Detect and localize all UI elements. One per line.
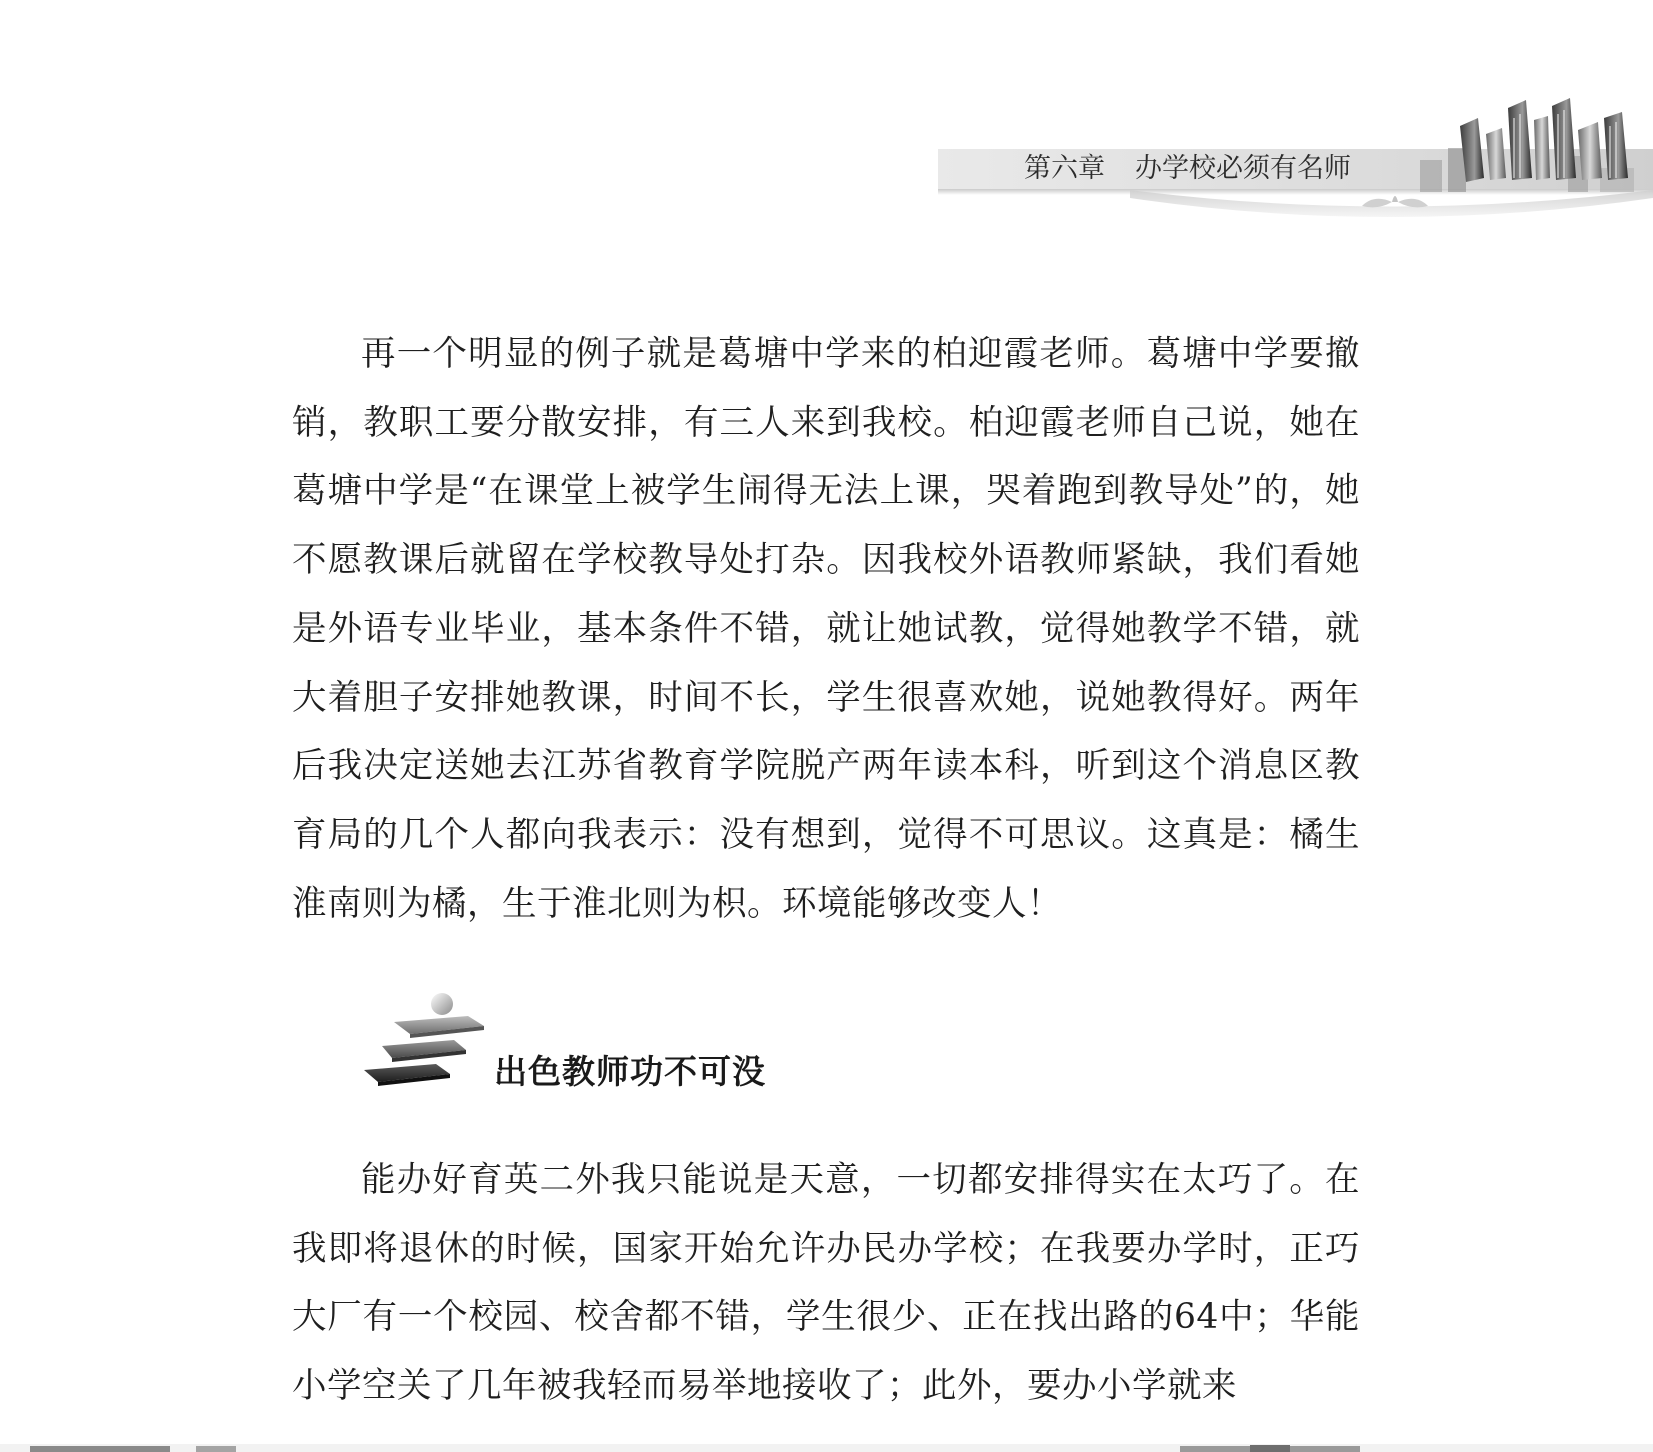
paragraph-1-text: 再一个明显的例子就是葛塘中学来的柏迎霞老师。葛塘中学要撤销，教职工要分散安排，有三人来到我校。柏迎霞老师自己说，她在葛塘中学是“在课堂上被学生闹得无法上课，哭着跑到教导处”的，她不愿教课后就留在学校教导处打杂。因我校外语教师紧缺，我们看她是外语专业毕业，基本条件不错，就让她试教，觉得她教学不错，就大着胆子安排她教课，时间不长，学生很喜欢她，说她教得好。两年后我决定送她去江苏省教育学院脱产两年读本科，听到这个消息区教育局的几个人都向我表示：没有想到，觉得不可思议。这真是：橘生淮南则为橘，生于淮北则为枳。环境能够改变人！ bbox=[292, 334, 1360, 924]
city-skyline-icon bbox=[1130, 98, 1653, 236]
section-title: 出色教师功不可没 bbox=[494, 1052, 766, 1091]
footer-decoration bbox=[0, 1440, 1653, 1452]
chapter-title: 办学校必须有名师 bbox=[1135, 153, 1351, 184]
paragraph-2 bbox=[292, 1146, 1360, 1421]
stacked-layers-icon bbox=[362, 990, 492, 1090]
paragraph-2-text: 能办好育英二外我只能说是天意，一切都安排得实在太巧了。在我即将退休的时候，国家开始允许办民办学校；在我要办学时，正巧大厂有一个校园、校舍都不错，学生很少、正在找出路的64中；华能小学空关了几年被我轻而易举地接收了；此外，要办小学就来 bbox=[292, 1160, 1360, 1407]
paragraph-1 bbox=[292, 320, 1360, 938]
chapter-number: 第六章 bbox=[1024, 153, 1105, 184]
